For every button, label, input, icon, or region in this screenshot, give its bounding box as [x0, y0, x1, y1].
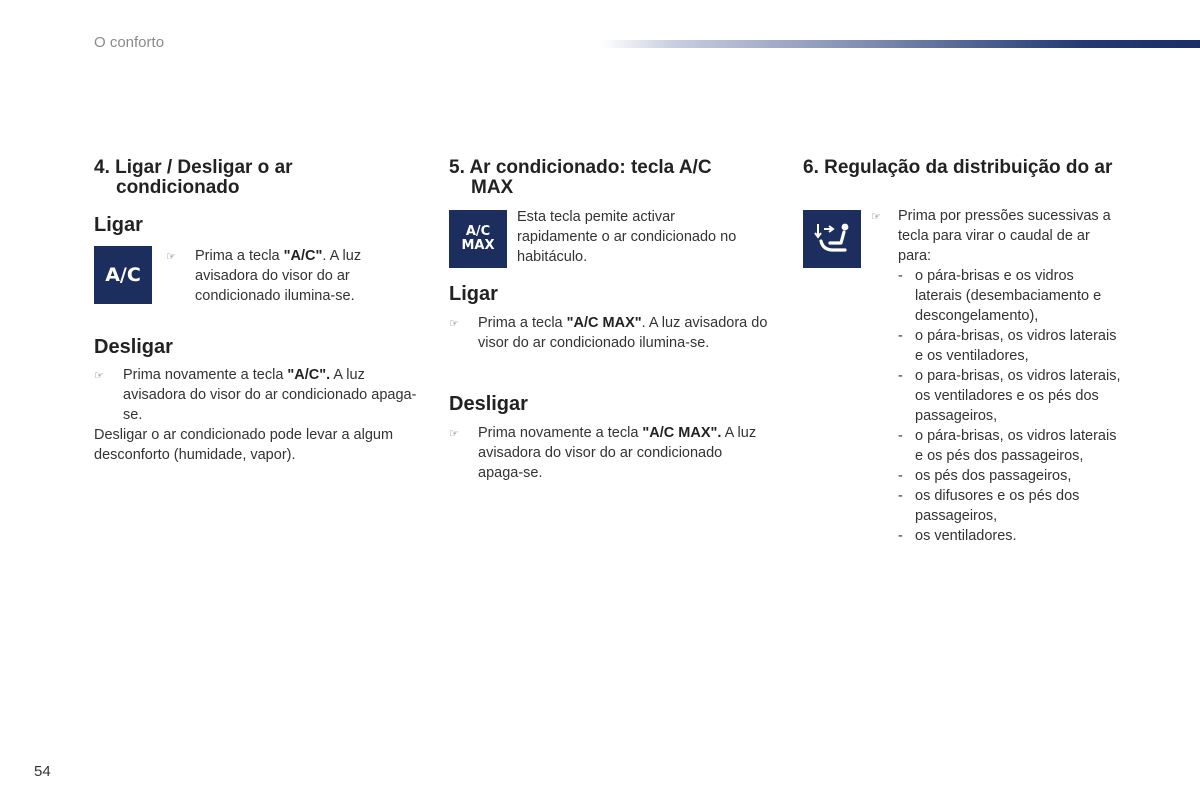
section-title-5: [449, 158, 779, 198]
distribution-instructions: [871, 206, 1121, 546]
hand-pointer-icon: ☞: [449, 318, 459, 330]
air-distribution-icon: [803, 210, 861, 268]
ligar-text: Prima a tecla "A/C MAX". A luz avisadora do visor do ar condicionado ilumina-se.: [478, 315, 768, 351]
distribution-block: [803, 210, 1133, 546]
header-gradient-bar: [600, 40, 1200, 48]
ligar-instruction: [449, 313, 769, 353]
desligar-instruction: [449, 423, 769, 483]
desligar-note: Desligar o ar condicionado pode levar a algum desconforto (humidade, vapor).: [94, 427, 394, 463]
hand-pointer-icon: ☞: [871, 211, 881, 223]
hand-pointer-icon: ☞: [166, 251, 176, 263]
distribution-options: [871, 266, 1121, 546]
ac-max-intro: Esta tecla pemite activar rapidamente o ar condicionado no habitáculo.: [517, 209, 737, 265]
column-ac-max: [449, 158, 779, 483]
distribution-intro: [871, 206, 1121, 266]
desligar-text: Prima novamente a tecla "A/C MAX". A luz avisadora do visor do ar condicionado apaga-se.: [478, 425, 757, 481]
column-air-distribution: [803, 158, 1133, 546]
page-number: 54: [34, 763, 51, 780]
section-title-line1: Ar condicionado: tecla A/C: [469, 157, 712, 178]
subheading-ligar: Ligar: [94, 214, 143, 236]
section-title-line1: Ligar / Desligar o ar: [115, 157, 293, 178]
section-title-line2: condicionado: [116, 177, 240, 198]
list-item: - o pára-brisas e os vidros laterais (desembaciamento e descongelamento),: [898, 268, 1102, 324]
desligar-text: Prima novamente a tecla "A/C". A luz avisadora do visor do ar condicionado apaga-se.: [123, 367, 417, 423]
list-item: - o pára-brisas, os vidros laterais e os pés dos passageiros,: [898, 428, 1117, 464]
section-number: 5.: [449, 157, 465, 178]
section-title-4: [94, 158, 424, 198]
distribution-intro-text: Prima por pressões sucessivas a tecla para virar o caudal de ar para:: [898, 208, 1111, 264]
list-item: - os ventiladores.: [898, 528, 1017, 544]
section-number: 4.: [94, 157, 110, 178]
ligar-text: Prima a tecla "A/C". A luz avisadora do visor do ar condicionado ilumina-se.: [195, 248, 362, 304]
hand-pointer-icon: ☞: [94, 370, 104, 382]
ac-max-intro-block: [449, 210, 779, 268]
section-title-6: 6. Regulação da distribuição do ar: [803, 157, 1113, 178]
subheading-desligar: Desligar: [94, 336, 173, 358]
desligar-instruction: [94, 365, 424, 425]
list-item: - o para-brisas, os vidros laterais, os ventiladores e os pés dos passageiros,: [898, 368, 1121, 424]
column-ac-on-off: [94, 158, 424, 465]
list-item: - o pára-brisas, os vidros laterais e os ventiladores,: [898, 328, 1117, 364]
ac-key-icon: A/C: [94, 246, 152, 304]
subheading-ligar: Ligar: [449, 283, 498, 305]
hand-pointer-icon: ☞: [449, 428, 459, 440]
ligar-instruction: [166, 246, 384, 306]
list-item: - os difusores e os pés dos passageiros,: [898, 488, 1080, 524]
list-item: - os pés dos passageiros,: [898, 468, 1072, 484]
section-title-line2: MAX: [471, 177, 514, 198]
subheading-desligar: Desligar: [449, 393, 528, 415]
ac-max-key-icon: A/C MAX: [449, 210, 507, 268]
ligar-block: [94, 246, 424, 306]
section-label: O conforto: [94, 34, 165, 51]
